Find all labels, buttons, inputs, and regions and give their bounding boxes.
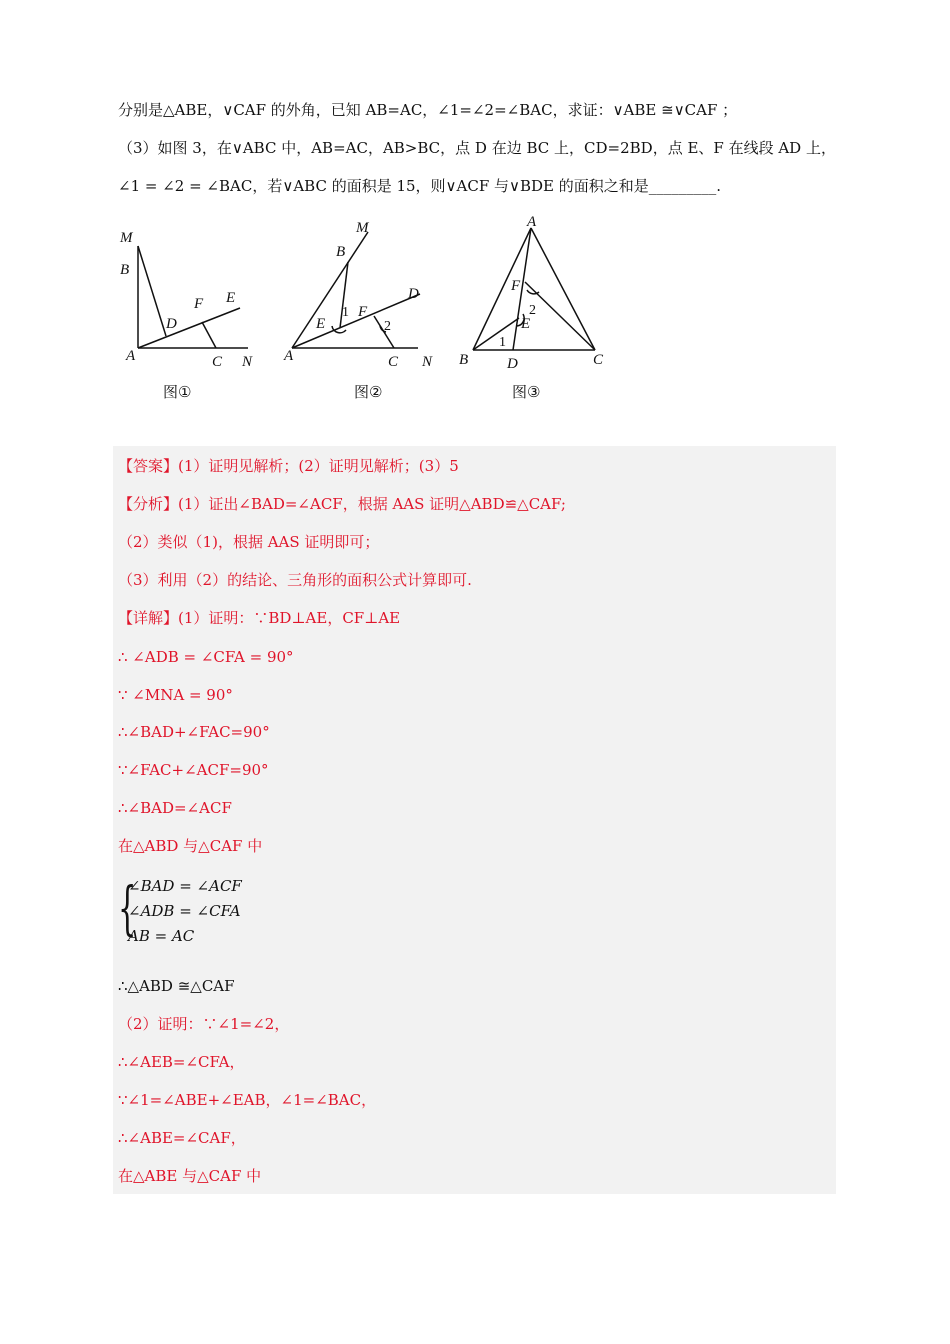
fig1-label-d: D — [166, 316, 177, 332]
figure-3 — [455, 214, 615, 382]
fig3-label-2: 2 — [529, 303, 536, 318]
part2-line-5: 在△ABE 与△CAF 中 — [118, 1167, 262, 1185]
fig2-label-2: 2 — [384, 319, 391, 334]
fig3-label-e: E — [521, 316, 531, 332]
system-row-2: ∠ADB = ∠CFA — [128, 902, 241, 920]
brace-symbol: { — [118, 874, 137, 942]
fig2-label-d: D — [408, 286, 419, 302]
answer-line: 【答案】(1）证明见解析；(2）证明见解析；(3）5 — [118, 457, 459, 475]
problem-line-4: ∠1 = ∠2 = ∠BAC，若∨ABC 的面积是 15，则∨ACF 与∨BDE 的面积之和是_________. — [118, 177, 722, 195]
step-1: ∴ ∠ADB = ∠CFA = 90° — [118, 648, 294, 666]
fig1-label-f: F — [194, 296, 204, 312]
figure-1-caption: 图① — [163, 383, 192, 401]
fig2-label-1: 1 — [342, 305, 349, 320]
fig3-label-f: F — [511, 278, 521, 294]
part2-line-1: （2）证明：∵∠1=∠2， — [118, 1015, 290, 1033]
fig1-label-m: M — [120, 230, 133, 246]
fig1-label-n: N — [242, 354, 253, 370]
figure-2-caption: 图② — [354, 383, 383, 401]
fig2-label-a: A — [284, 348, 294, 364]
step-4: ∵∠FAC+∠ACF=90° — [118, 761, 269, 779]
figure-2 — [282, 218, 442, 382]
analysis-line-1: 【分析】(1）证出∠BAD=∠ACF，根据 AAS 证明△ABD≌△CAF; — [118, 495, 566, 513]
fig2-label-m: M — [356, 220, 369, 236]
step-6: 在△ABD 与△CAF 中 — [118, 837, 263, 855]
solution-box — [113, 446, 836, 1194]
part2-line-4: ∴∠ABE=∠CAF， — [118, 1129, 246, 1147]
fig1-label-e: E — [226, 290, 236, 306]
fig3-label-1: 1 — [499, 335, 506, 350]
fig3-label-d: D — [507, 356, 518, 372]
fig2-label-b: B — [336, 244, 346, 260]
fig3-label-a: A — [527, 214, 537, 230]
fig2-label-c: C — [388, 354, 399, 370]
fig1-label-b: B — [120, 262, 130, 278]
part2-line-2: ∴∠AEB=∠CFA， — [118, 1053, 245, 1071]
part2-line-3: ∵∠1=∠ABE+∠EAB，∠1=∠BAC， — [118, 1091, 377, 1109]
figure-1 — [118, 218, 268, 382]
system-row-1: ∠BAD = ∠ACF — [128, 877, 242, 895]
fig1-label-c: C — [212, 354, 223, 370]
problem-line-2: 分别是△ABE，∨CAF 的外角，已知 AB=AC，∠1=∠2=∠BAC，求证：∨ABE ≅∨CAF ； — [118, 101, 738, 119]
step-5: ∴∠BAD=∠ACF — [118, 799, 232, 817]
analysis-line-3: （3）利用（2）的结论、三角形的面积公式计算即可. — [118, 571, 472, 589]
figure-3-caption: 图③ — [512, 383, 541, 401]
problem-line-3: （3）如图 3，在∨ABC 中，AB=AC，AB>BC，点 D 在边 BC 上，CD=2BD，点 E、F 在线段 AD 上， — [118, 139, 836, 157]
step-2: ∵ ∠MNA = 90° — [118, 686, 233, 704]
fig2-label-f: F — [358, 304, 368, 320]
fig3-label-b: B — [459, 352, 469, 368]
analysis-line-2: （2）类似（1)，根据 AAS 证明即可； — [118, 533, 380, 551]
fig2-label-e: E — [316, 316, 326, 332]
detail-line-1: 【详解】(1）证明：∵BD⊥AE，CF⊥AE — [118, 609, 401, 627]
step-3: ∴∠BAD+∠FAC=90° — [118, 723, 270, 741]
fig3-label-c: C — [593, 352, 604, 368]
fig1-label-a: A — [126, 348, 136, 364]
fig2-label-n: N — [422, 354, 433, 370]
step-7: ∴△ABD ≅△CAF — [118, 977, 235, 995]
system-row-3: AB = AC — [128, 927, 195, 945]
